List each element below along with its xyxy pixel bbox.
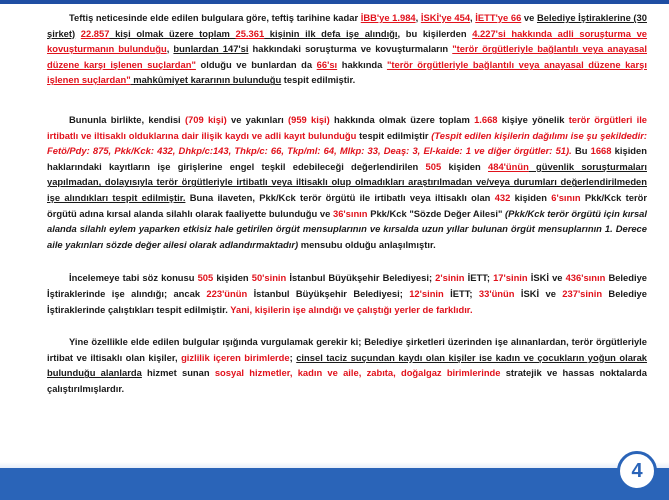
highlight-count: 17'sinin bbox=[493, 272, 528, 284]
highlight-count: 484'ünün bbox=[488, 160, 529, 172]
highlight-count: 237'sinin bbox=[562, 287, 603, 299]
text-span: tespit edilmiştir. bbox=[281, 74, 356, 86]
highlight-count: 12'sinin bbox=[409, 287, 444, 299]
text-span: İSKİ ve bbox=[527, 272, 566, 284]
text-span: kişiden bbox=[441, 160, 489, 172]
underlined-text: kişi olmak üzere toplam bbox=[109, 27, 236, 39]
text-span: Teftiş neticesinde elde edilen bulgulara göre, teftiş tarihine kadar bbox=[69, 12, 361, 23]
text-span: Pkk/Kck terör örgütü adına kırsal alanda silahlı olarak faaliyette bulunduğu ve bbox=[47, 191, 648, 219]
footer-band bbox=[0, 468, 669, 500]
text-span: , bbox=[166, 43, 174, 55]
highlight-count: 505 bbox=[197, 272, 214, 284]
text-span: Yine özellikle elde edilen bulgular ışığında vurgulamak gerekir ki; Belediye şirketleri üzerinden işe alınanlardan, terör örgütleriyle irtibat ve iltisaklı olan kişiler, bbox=[47, 336, 647, 363]
text-span: ; bbox=[289, 351, 297, 363]
text-span: kişiden bbox=[510, 191, 552, 203]
highlight-iett-count: İETT'ye 66 bbox=[475, 12, 522, 23]
text-span: kişiden bbox=[213, 272, 252, 284]
highlight-relatives-count: (959 kişi) bbox=[288, 113, 330, 125]
top-accent-bar bbox=[0, 0, 669, 4]
highlight-count: 223'ünün bbox=[206, 287, 248, 299]
text-span: stratejik ve hassas noktalarda çalıştırılmışlardır. bbox=[47, 367, 647, 394]
text-span: mensubu olduğu anlaşılmıştır. bbox=[298, 238, 436, 250]
highlight-prosecutions: 4.227'si hakkında adli soruşturma ve kovuşturmanın bulunduğu bbox=[47, 27, 647, 55]
underlined-security-check: güvenlik soruşturmaları yapılmadan, dolayısıyla terör örgütleriyle irtibatlı veya iltisaklı olup olmadıkları araştırılmadan ve/veya durumları değerlendirilmeden işe alındıkları tespit edilmiştir. bbox=[47, 160, 647, 203]
text-span: kişiye yönelik bbox=[497, 113, 569, 125]
paragraph-workplace-distribution bbox=[47, 270, 647, 317]
highlight-terror-record: terör örgütleri ile irtibatlı ve iltisaklı olduklarına dair ilişik kaydı ve adli kayıt bulunduğu bbox=[47, 113, 648, 141]
highlight-subsidiary-count: 22.857 bbox=[80, 27, 110, 39]
highlight-count: 36'sının bbox=[332, 207, 368, 219]
text-span: hakkında olmak üzere toplam bbox=[329, 113, 475, 125]
highlight-count: 2'sinin bbox=[435, 272, 465, 284]
text-span: tespit edilmiştir bbox=[356, 129, 432, 141]
highlight-count: 436'sının bbox=[565, 272, 606, 284]
highlight-iski-count: İSKİ'ye 454 bbox=[420, 12, 471, 23]
text-span: İETT; bbox=[464, 272, 494, 284]
highlight-convictions: 66'sı bbox=[316, 58, 338, 70]
text-span: İstanbul Büyükşehir Belediyesi; bbox=[247, 287, 410, 299]
text-span: olduğu ve bunlardan da bbox=[195, 58, 317, 70]
page-number-badge: 4 bbox=[617, 451, 657, 491]
text-span: İncelemeye tabi söz konusu bbox=[69, 272, 198, 284]
text-span: hakkındaki soruşturma ve kovuşturmaların bbox=[248, 43, 453, 55]
highlight-terror-crimes: "terör örgütleriyle bağlantılı veya anayasal düzene karşı işlenen suçlardan" bbox=[47, 43, 647, 70]
highlight-terror-crimes: "terör örgütleriyle bağlantılı veya anayasal düzene karşı işlenen suçlardan" bbox=[47, 58, 647, 86]
highlight-ibb-count: İBB'ye 1.984 bbox=[360, 12, 416, 23]
text-span: İstanbul Büyükşehir Belediyesi; bbox=[286, 272, 436, 284]
text-span: Pkk/Kck "Sözde Değer Ailesi" bbox=[367, 207, 506, 219]
text-span: Bununla birlikte, kendisi bbox=[69, 113, 185, 125]
underlined-text: mahkûmiyet kararının bulunduğu bbox=[130, 74, 282, 86]
underlined-text: bunlardan 147'si bbox=[173, 43, 249, 55]
text-span: İSKİ ve bbox=[514, 287, 563, 299]
italic-note: (Pkk/Kck terör örgütü için kırsal alanda silahlı eylem yaparken etkisiz hale getirilen örgüt mensuplarının ve kırsalda uzun yıllar bulunan örgüt mensuplarının 1. Derece aile yakınları sözde değer ailesi olarak adlandırmaktadır) bbox=[47, 207, 647, 250]
underlined-subsidiaries: Belediye İştiraklerine (30 şirket) bbox=[47, 12, 647, 39]
text-span: kişiden haklarındaki kayıtların işe girişlerine engel teşkil edebileceği değerlendirilen bbox=[47, 145, 647, 172]
text-span: , bbox=[415, 12, 421, 23]
paragraph-hiring-findings bbox=[47, 10, 647, 88]
highlight-self-count: (709 kişi) bbox=[184, 113, 227, 125]
paragraph-terror-links bbox=[47, 112, 647, 252]
highlight-count: 50'sinin bbox=[251, 272, 287, 284]
text-span: İETT; bbox=[443, 287, 479, 299]
text-span: ve bbox=[521, 12, 537, 23]
highlight-total-count: 25.361 bbox=[235, 27, 265, 39]
highlight-distribution: (Tespit edilen kişilerin dağılımı ise şu şekildedir: Fetö/Pdy: 875, Pkk/Kck: 432, Dhkp/c:143, Thkp/c: 66, Tkp/ml: 64, Mlkp: 33, Deaş: 3, El-kaide: 1 ve diğer örgütler: 51). bbox=[47, 129, 647, 157]
text-span: Buna ilaveten, Pkk/Kck terör örgütü ile irtibatlı veya iltisaklı olan bbox=[185, 191, 495, 203]
highlight-social-services: sosyal hizmetler, kadın ve aile, zabıta, doğalgaz birimlerinde bbox=[214, 367, 501, 379]
highlight-total: 1.668 bbox=[474, 113, 498, 125]
highlight-total: 1668 bbox=[590, 145, 612, 157]
underlined-text: kişinin ilk defa işe alındığı bbox=[264, 27, 398, 39]
text-span: , bu kişilerden bbox=[397, 27, 473, 39]
highlight-count: 432 bbox=[494, 191, 511, 203]
highlight-confidential-units: gizlilik içeren birimlerde bbox=[181, 351, 290, 363]
text-span: Belediye İştiraklerinde çalıştıkları tespit edilmiştir. bbox=[47, 287, 647, 315]
text-span: hizmet sunan bbox=[141, 367, 215, 379]
highlight-count: 505 bbox=[425, 160, 442, 172]
text-span: hakkında bbox=[337, 58, 387, 70]
text-span: Belediye İştiraklerinde işe alındığı; ancak bbox=[47, 272, 648, 299]
text-span: , bbox=[470, 12, 476, 23]
highlight-conclusion: Yani, kişilerin işe alındığı ve çalıştığı yerler de farklıdır. bbox=[230, 303, 473, 315]
slide-body bbox=[47, 10, 647, 396]
underlined-harassment: cinsel taciz suçundan kaydı olan kişiler ise kadın ve çocukların yoğun olarak bulunduğu alanlarda bbox=[47, 351, 648, 379]
text-span: ve yakınları bbox=[226, 113, 288, 125]
highlight-count: 6'sının bbox=[551, 191, 581, 203]
paragraph-sensitive-units bbox=[47, 334, 647, 396]
highlight-count: 33'ünün bbox=[478, 287, 515, 299]
text-span: Bu bbox=[571, 145, 591, 157]
